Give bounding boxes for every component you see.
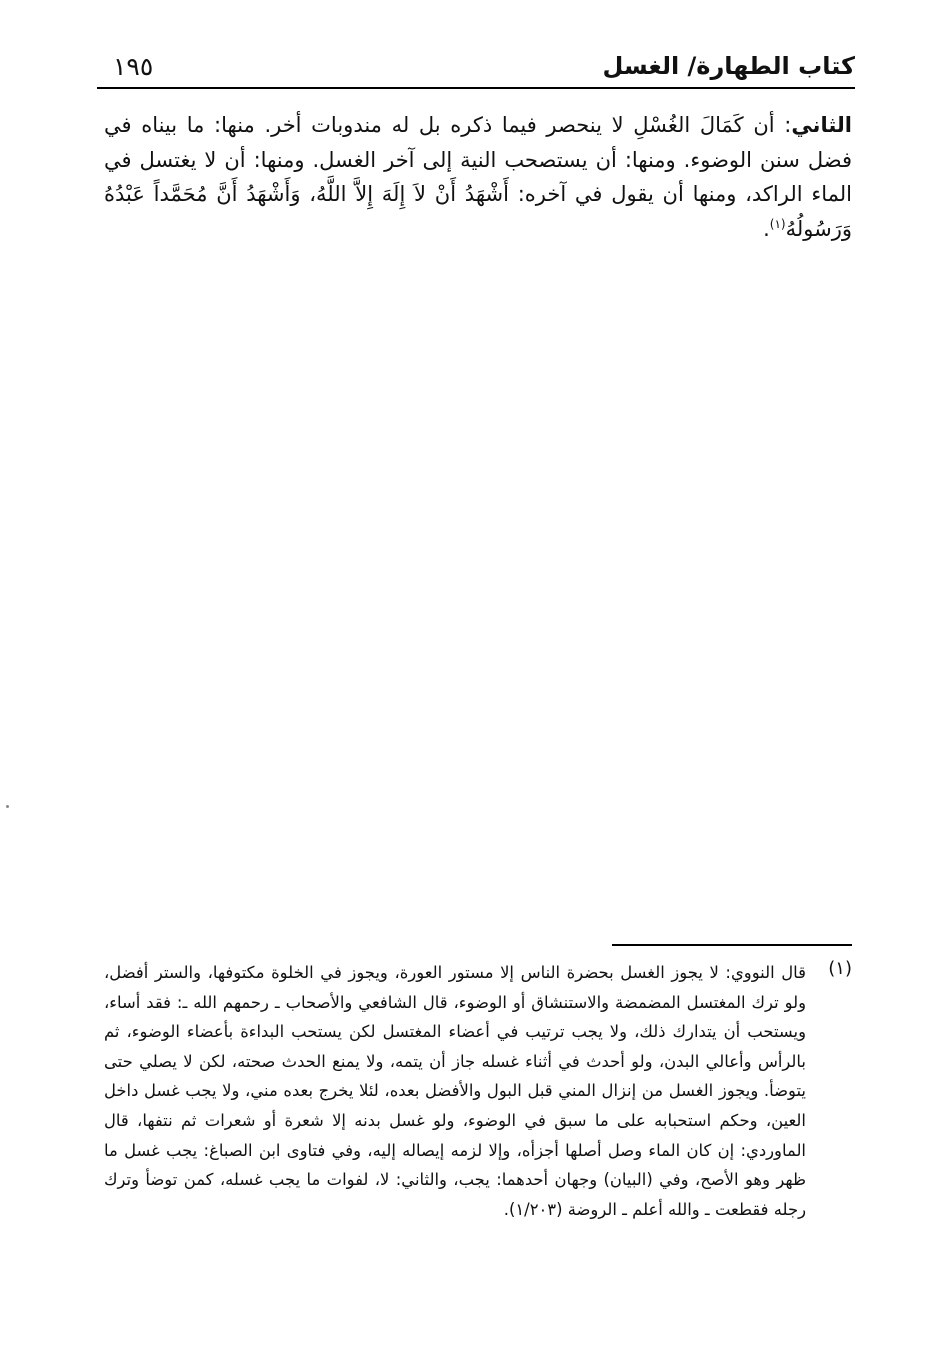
main-paragraph [104,108,852,246]
margin-dot [6,805,9,808]
footnote-number: (١) [828,958,852,979]
footnote-text: قال النووي: لا يجوز الغسل بحضرة الناس إلا مستور العورة، ويجوز في الخلوة مكتوفها، والستر أفضل، ولو ترك المغتسل المضمضة والاستنشاق أو الوضوء، قال الشافعي والأصحاب ـ رحمهم الله ـ: فقد أساء، ويستحب أن يتدارك ذلك، ولا يجب ترتيب في أعضاء المغتسل لكن يستحب البداءة بأعضاء الوضوء، ثم بالرأس وأعالي البدن، ولو أحدث في أثناء غسله جاز أن يتمه، ولا يمنع الحدث صحته، لكن لا يصلي حتى يتوضأ. ويجوز الغسل من إنزال المني قبل البول والأفضل بعده، لئلا يخرج بعده مني، ولا يجب غسل داخل العين، وحكم استحبابه على ما سبق في الوضوء، ولو غسل بدنه إلا شعرة أو شعرات ثم نتفها، قال الماوردي: إن كان الماء وصل أصلها أجزأه، وإلا لزمه إيصاله إليه، وفي فتاوى ابن الصباغ: يجب غسل ما ظهر وهو الأصح، وفي (البيان) وجهان أحدهما: يجب، والثاني: لا، لفوات ما يجب غسله، كمن توضأ وترك رجله فقطعت ـ والله أعلم ـ الروضة (١/٢٠٣). [104,963,806,1219]
running-title: كتاب الطهارة/ الغسل [602,52,855,80]
footnote-separator [612,944,852,946]
body-text: : أن كَمَالَ الغُسْلِ لا ينحصر فيما ذكره بل له مندوبات أخر. منها: ما بيناه في فضل سنن الوضوء. ومنها: أن يستصحب النية إلى آخر الغسل. ومنها: أن لا يغتسل في الماء الراكد، ومنها أن يقول في آخره: أَشْهَدُ أَنْ لاَ إِلَهَ إِلاَّ اللَّهُ، وَأَشْهَدُ أَنَّ مُحَمَّداً عَبْدُهُ وَرَسُولُهُ [104,113,852,241]
footnote-reference[interactable]: (١) [769,216,786,231]
footnote [104,958,852,1224]
lead-word: الثاني [791,113,852,137]
end-mark: . [763,216,770,241]
page-number: ١٩٥ [113,52,154,81]
page-header [97,44,855,88]
header-rule [97,87,855,89]
